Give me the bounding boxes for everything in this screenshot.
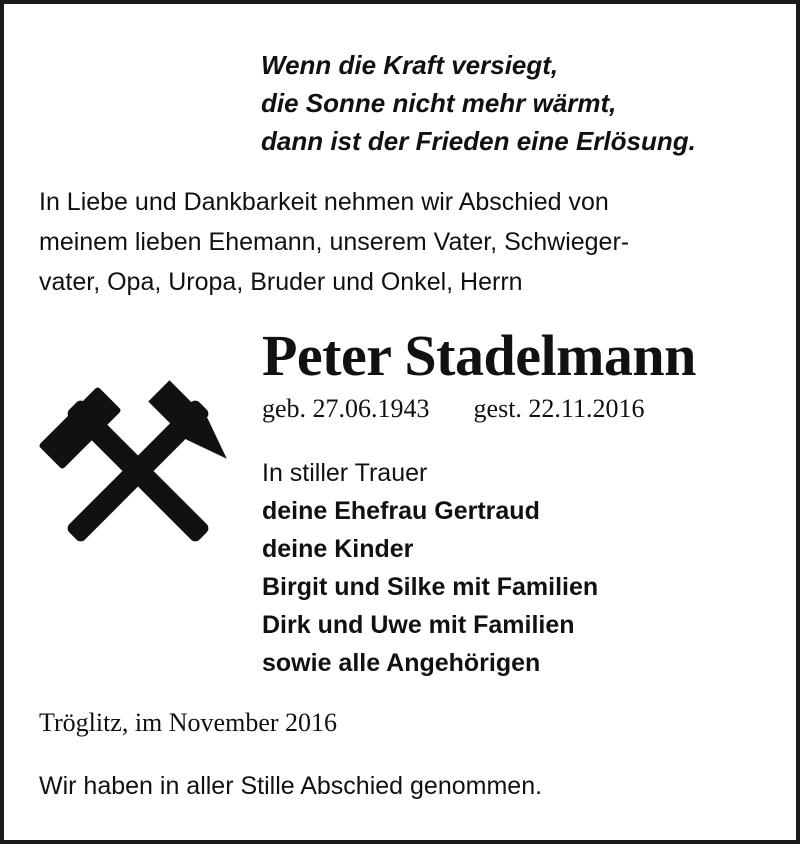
mourner-line: deine Kinder	[262, 535, 414, 563]
motto-line: Wenn die Kraft versiegt,	[261, 50, 559, 80]
place-and-date: Tröglitz, im November 2016	[39, 708, 338, 737]
intro-line: meinem lieben Ehemann, unserem Vater, Schwieger-	[39, 228, 630, 256]
intro-line: In Liebe und Dankbarkeit nehmen wir Abschied von	[39, 188, 609, 216]
mourners-lead: In stiller Trauer	[262, 459, 428, 487]
mourner-line: Dirk und Uwe mit Familien	[262, 611, 575, 639]
mourner-line: Birgit und Silke mit Familien	[262, 573, 599, 601]
life-dates	[262, 394, 644, 424]
mourner-line: sowie alle Angehörigen	[262, 649, 541, 677]
hammer-and-pick-icon	[38, 376, 238, 561]
mourner-line: deine Ehefrau Gertraud	[262, 497, 540, 525]
intro-text	[39, 182, 769, 302]
mourners-list	[262, 454, 598, 682]
deceased-name: Peter Stadelmann	[262, 323, 696, 388]
death-date: gest. 22.11.2016	[473, 394, 645, 423]
motto-line: dann ist der Frieden eine Erlösung.	[261, 126, 696, 156]
intro-line: vater, Opa, Uropa, Bruder und Onkel, Herrn	[39, 268, 523, 296]
motto-verse	[261, 46, 696, 160]
motto-line: die Sonne nicht mehr wärmt,	[261, 88, 617, 118]
closing-note: Wir haben in aller Stille Abschied genommen.	[39, 772, 543, 800]
birth-date: geb. 27.06.1943	[262, 394, 430, 423]
